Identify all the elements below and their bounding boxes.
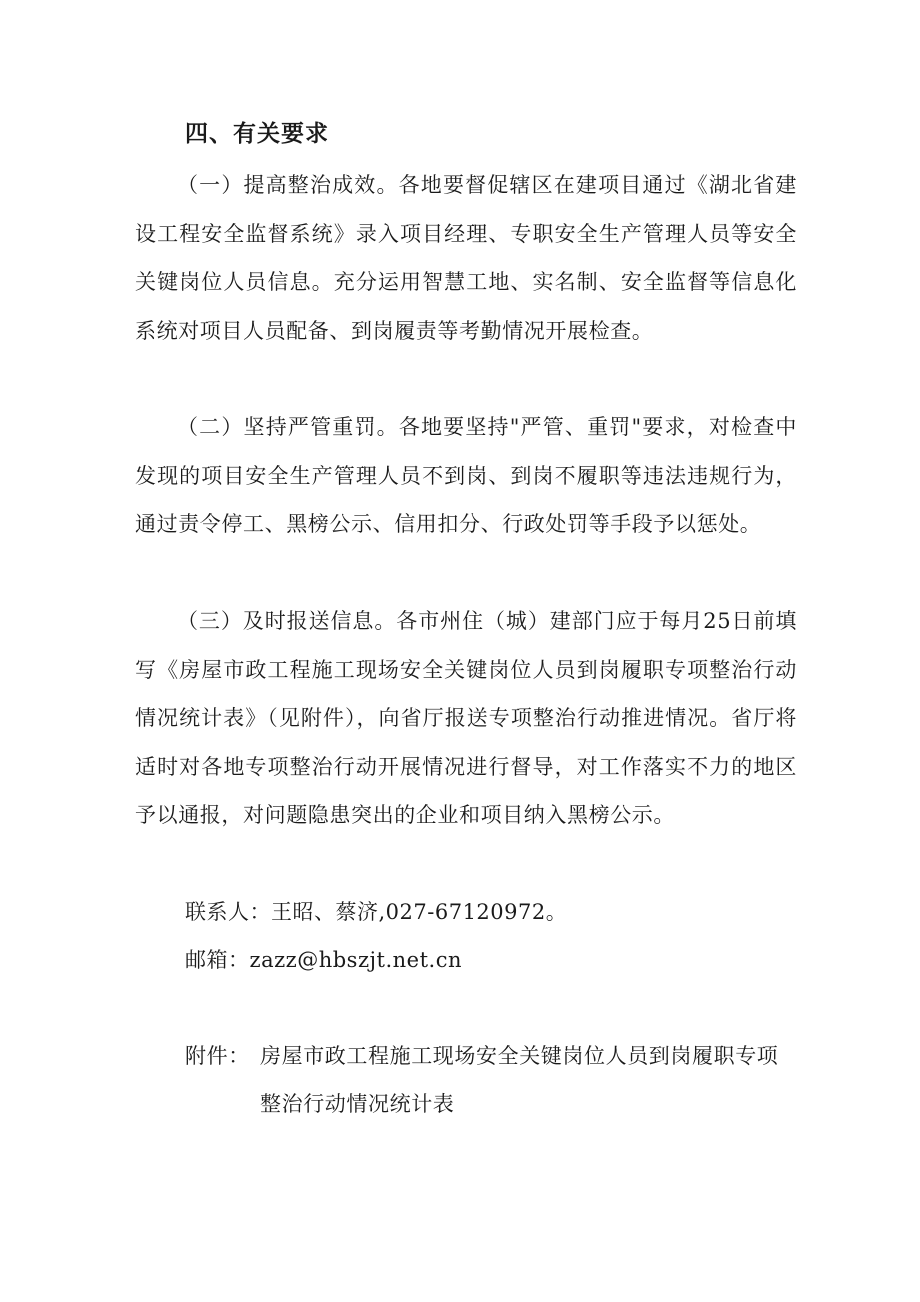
email-line: 邮箱：zazz@hbszjt.net.cn <box>185 948 462 972</box>
attachment-title: 房屋市政工程施工现场安全关键岗位人员到岗履职专项整治行动情况统计表 <box>260 1044 779 1116</box>
attachment-block <box>185 1032 797 1128</box>
paragraph-2: （二）坚持严管重罚。各地要坚持"严管、重罚"要求，对检查中发现的项目安全生产管理人员不到岗、到岗不履职等违法违规行为，通过责令停工、黑榜公示、信用扣分、行政处罚等手段予以惩处。 <box>135 415 797 537</box>
paragraph-3: （三）及时报送信息。各市州住（城）建部门应于每月25日前填写《房屋市政工程施工现场安全关键岗位人员到岗履职专项整治行动情况统计表》（见附件），向省厅报送专项整治行动推进情况。省厅将适时对各地专项整治行动开展情况进行督导，对工作落实不力的地区予以通报，对问题隐患突出的企业和项目纳入黑榜公示。 <box>135 609 797 828</box>
paragraph-1: （一）提高整治成效。各地要督促辖区在建项目通过《湖北省建设工程安全监督系统》录入项目经理、专职安全生产管理人员等安全关键岗位人员信息。充分运用智慧工地、实名制、安全监督等信息化系统对项目人员配备、到岗履责等考勤情况开展检查。 <box>135 173 797 343</box>
attachment-label: 附件： <box>185 1044 250 1068</box>
contact-line: 联系人：王昭、蔡济,027-67120972。 <box>185 900 568 924</box>
section-heading: 四、有关要求 <box>185 121 329 147</box>
